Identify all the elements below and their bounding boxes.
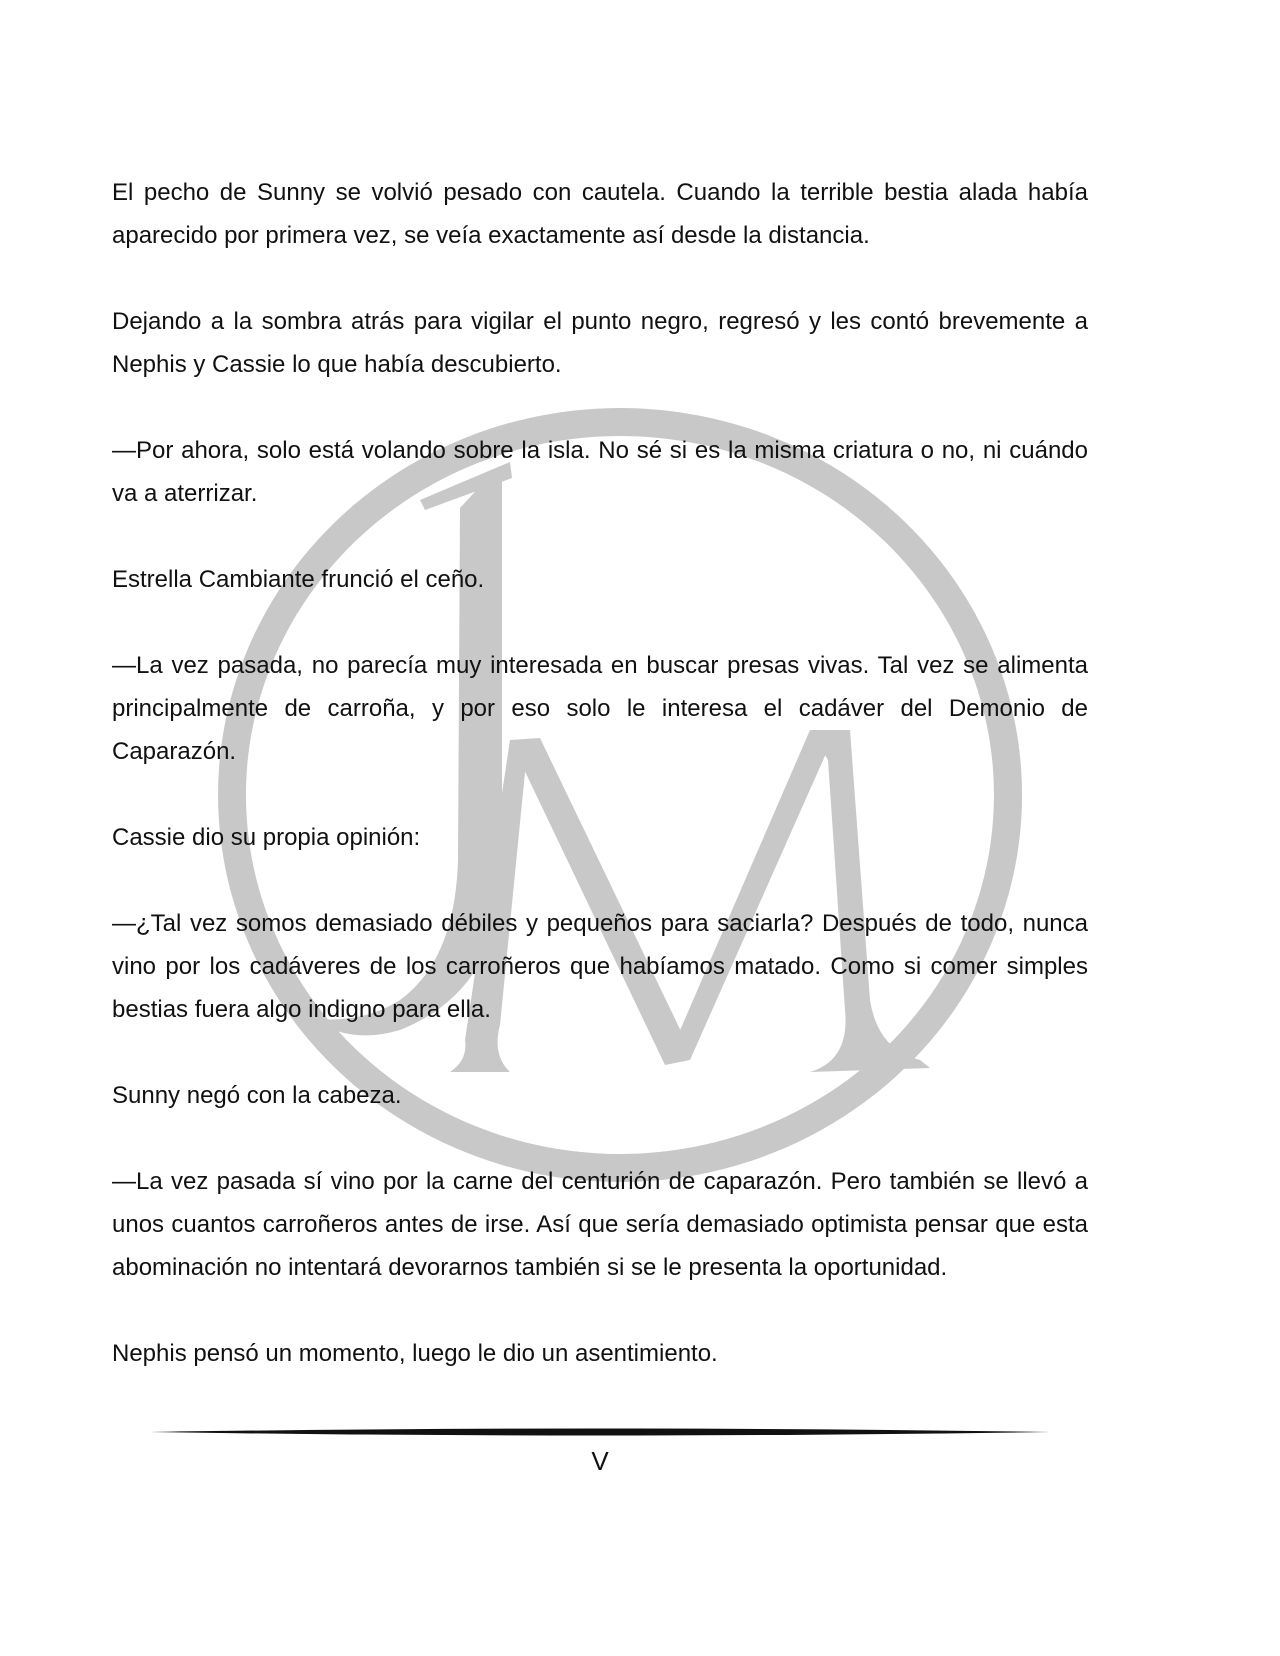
footer-divider [150, 1424, 1050, 1440]
paragraph: —La vez pasada, no parecía muy interesada en buscar presas vivas. Tal vez se alimenta principalmente de carroña, y por eso solo le interesa el cadáver del Demonio de Caparazón. [112, 652, 1088, 765]
paragraph: Dejando a la sombra atrás para vigilar el punto negro, regresó y les contó brevemente a Nephis y Cassie lo que había descubierto. [112, 308, 1088, 378]
paragraph: El pecho de Sunny se volvió pesado con cautela. Cuando la terrible bestia alada había aparecido por primera vez, se veía exactamente así desde la distancia. [112, 179, 1088, 249]
paragraph: —La vez pasada sí vino por la carne del centurión de caparazón. Pero también se llevó a unos cuantos carroñeros antes de irse. Así que sería demasiado optimista pensar que esta abominación no intentará devorarnos también si se le presenta la oportunidad. [112, 1168, 1088, 1281]
paragraph: —Por ahora, solo está volando sobre la isla. No sé si es la misma criatura o no, ni cuándo va a aterrizar. [112, 437, 1088, 507]
paragraph: —¿Tal vez somos demasiado débiles y pequeños para saciarla? Después de todo, nunca vino por los cadáveres de los carroñeros que habíamos matado. Como si comer simples bestias fuera algo indigno para ella. [112, 910, 1088, 1023]
paragraph: Sunny negó con la cabeza. [112, 1082, 402, 1109]
paragraph: Cassie dio su propia opinión: [112, 824, 421, 851]
page-number: V [591, 1446, 609, 1476]
paragraph: Estrella Cambiante frunció el ceño. [112, 566, 485, 593]
paragraph: Nephis pensó un momento, luego le dio un asentimiento. [112, 1340, 718, 1367]
document-body [112, 171, 1088, 1418]
